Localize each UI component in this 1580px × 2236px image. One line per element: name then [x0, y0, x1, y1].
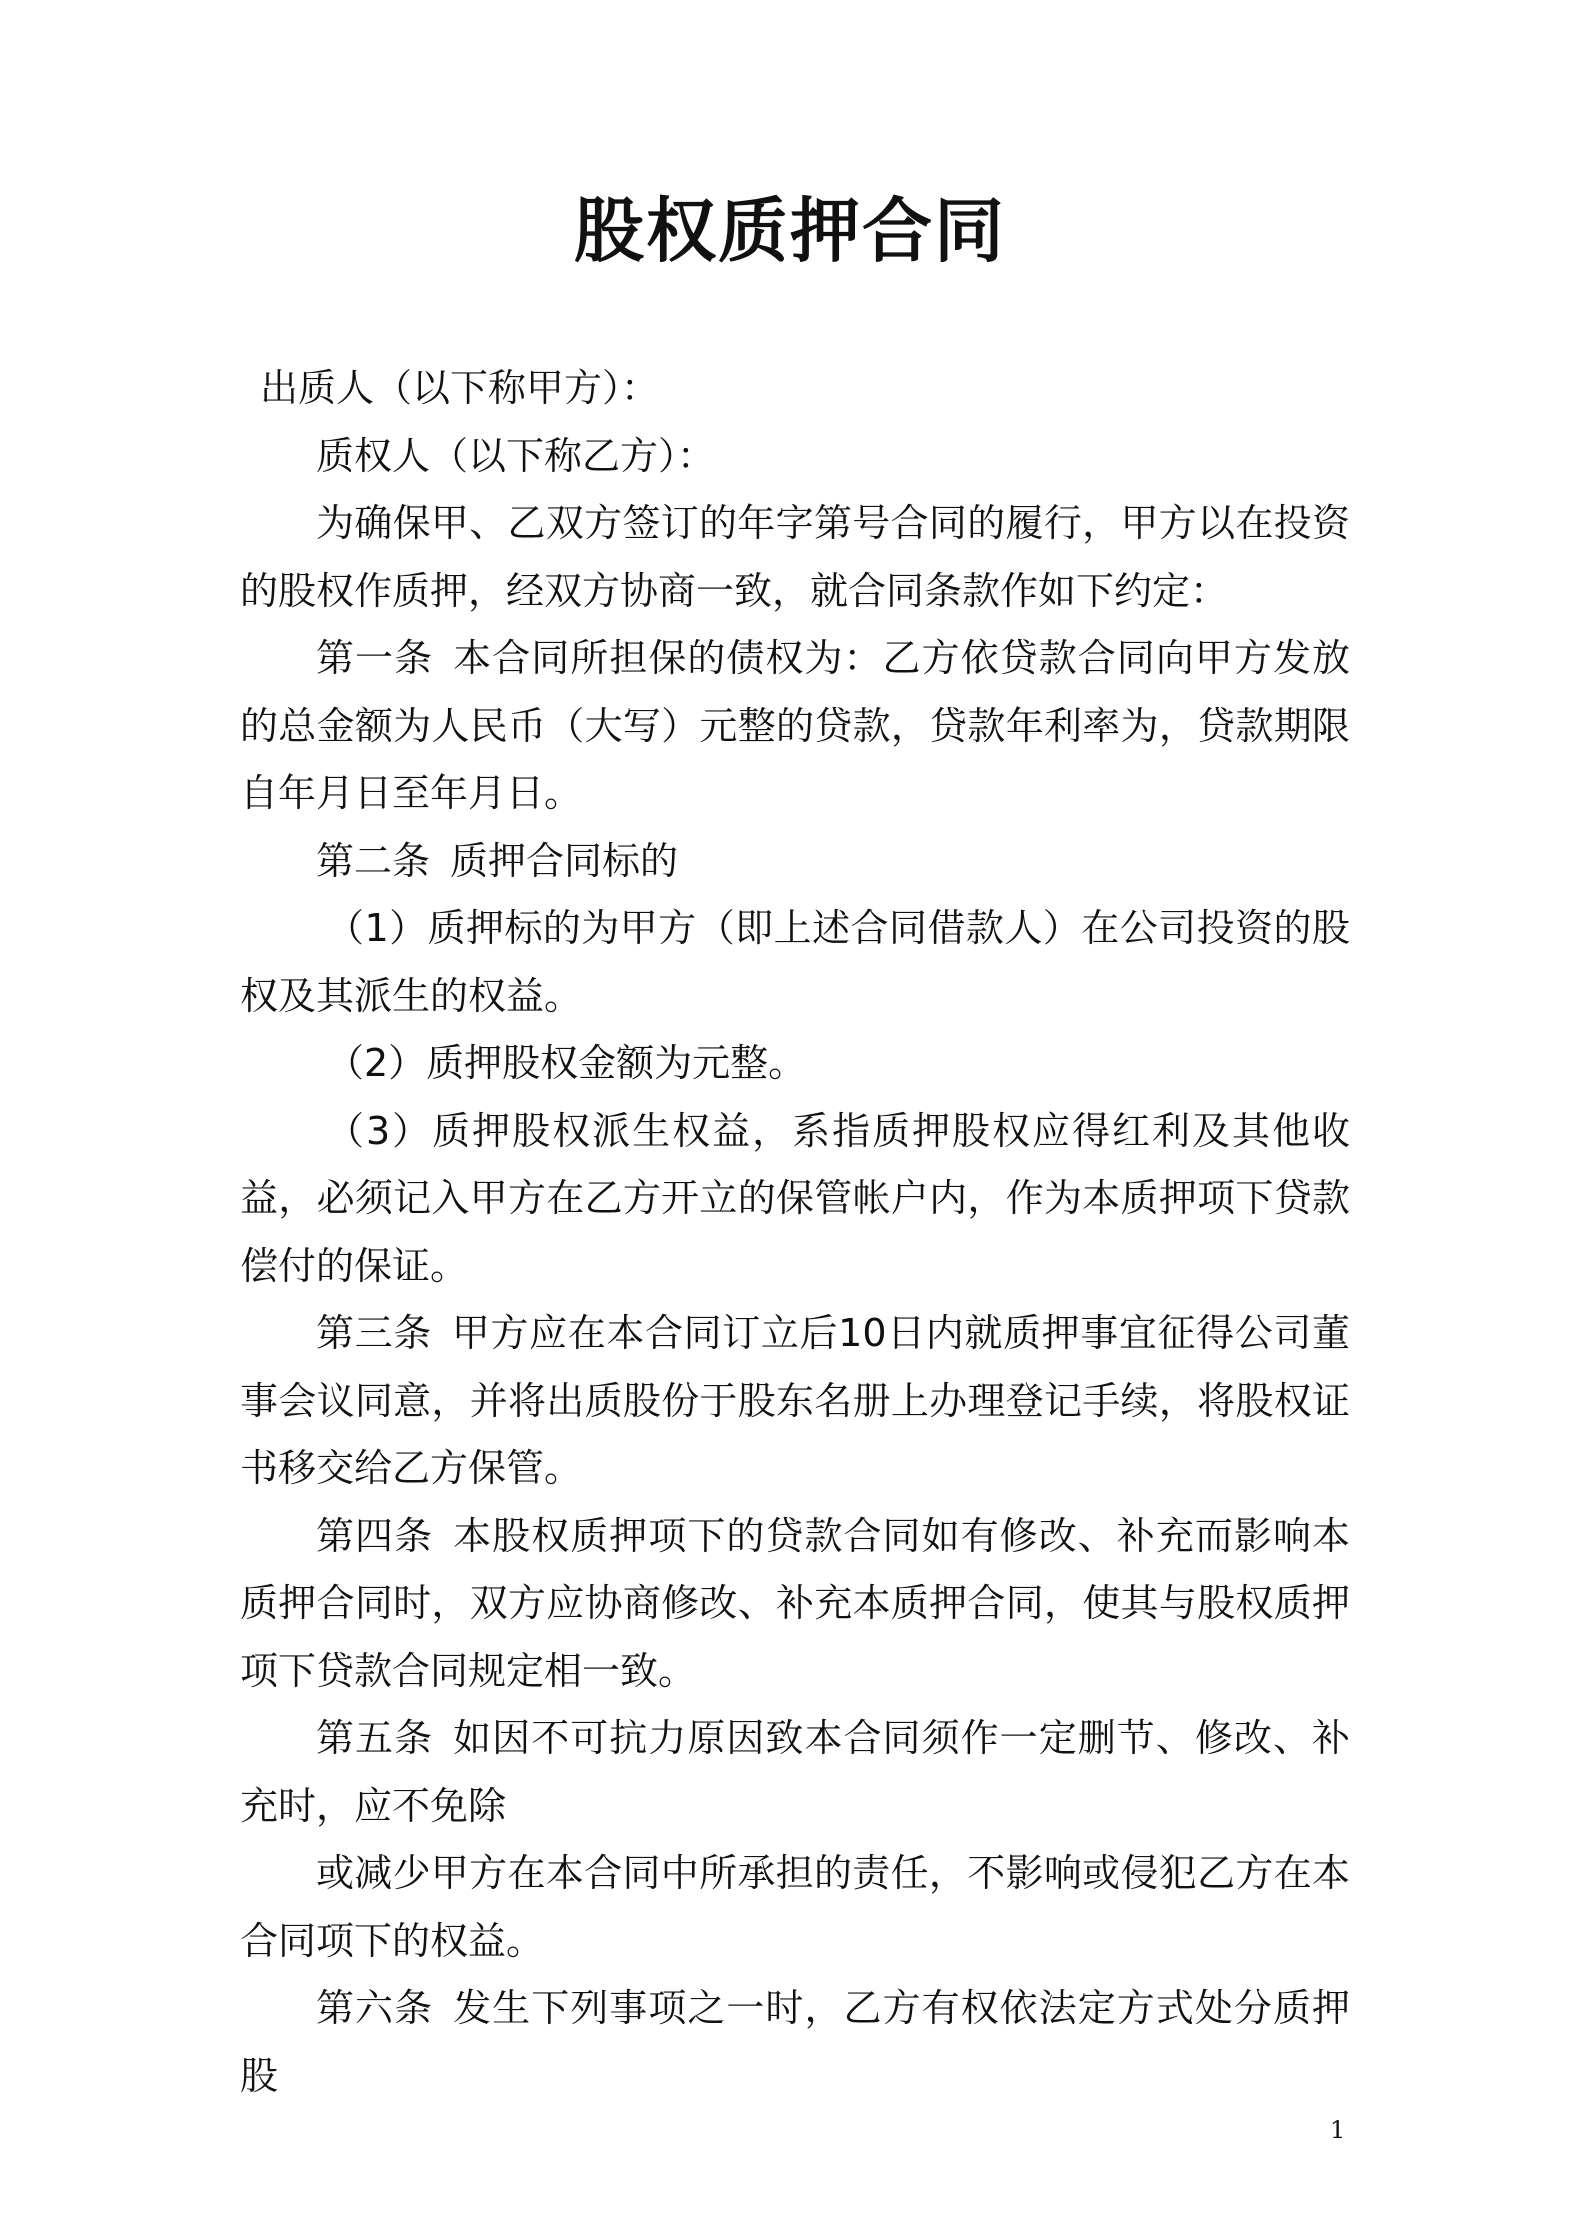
article-4-label: 第四条 [316, 1513, 434, 1558]
article-5-label: 第五条 [316, 1716, 434, 1760]
article-2-label: 第二条 [316, 838, 431, 883]
article-4 [240, 1503, 1350, 1706]
article-3-label: 第三条 [316, 1311, 432, 1355]
article-1 [240, 625, 1350, 828]
article-5-continuation: 或减少甲方在本合同中所承担的责任，不影响或侵犯乙方在本合同项下的权益。 [240, 1851, 1350, 1963]
article-2 [240, 828, 1350, 896]
pledgee-line: 质权人（以下称乙方）： [316, 433, 716, 478]
article-6 [240, 1975, 1350, 2110]
article-5-text: 如因不可抗力原因致本合同须作一定删节、修改、补充时，应不免除 [240, 1716, 1350, 1828]
article-2-item-3: （3）质押股权派生权益，系指质押股权应得红利及其他收益，必须记入甲方在乙方开立的保管帐户内，作为本质押项下贷款偿付的保证。 [240, 1108, 1350, 1288]
page-number: 1 [1330, 2116, 1346, 2144]
article-3 [240, 1300, 1350, 1503]
article-6-label: 第六条 [316, 1986, 434, 2030]
article-1-text: 本合同所担保的债权为：乙方依贷款合同向甲方发放的总金额为人民币（大写）元整的贷款，贷款年利率为，贷款期限自年月日至年月日。 [240, 636, 1350, 815]
article-1-label: 第一条 [316, 636, 434, 680]
article-4-text: 本股权质押项下的贷款合同如有修改、补充而影响本质押合同时，双方应协商修改、补充本质押合同，使其与股权质押项下贷款合同规定相一致。 [240, 1513, 1350, 1693]
document-title: 股权质押合同 [574, 190, 1006, 272]
article-2-item-2: （2）质押股权金额为元整。 [326, 1041, 807, 1085]
article-2-text: 质押合同标的 [450, 838, 679, 883]
preamble-paragraph: 为确保甲、乙双方签订的年字第号合同的履行，甲方以在投资的股权作质押，经双方协商一致，就合同条款作如下约定： [240, 501, 1350, 613]
pledgor-line: 出质人（以下称甲方）： [260, 366, 660, 410]
article-3-text: 甲方应在本合同订立后10日内就质押事宜征得公司董事会议同意，并将出质股份于股东名册上办理登记手续，将股权证书移交给乙方保管。 [240, 1311, 1350, 1490]
article-2-item-1: （1）质押标的为甲方（即上述合同借款人）在公司投资的股权及其派生的权益。 [240, 906, 1350, 1018]
article-6-text: 发生下列事项之一时，乙方有权依法定方式处分质押股 [240, 1986, 1350, 2098]
article-5 [240, 1705, 1350, 1840]
document-body [240, 355, 1350, 2110]
